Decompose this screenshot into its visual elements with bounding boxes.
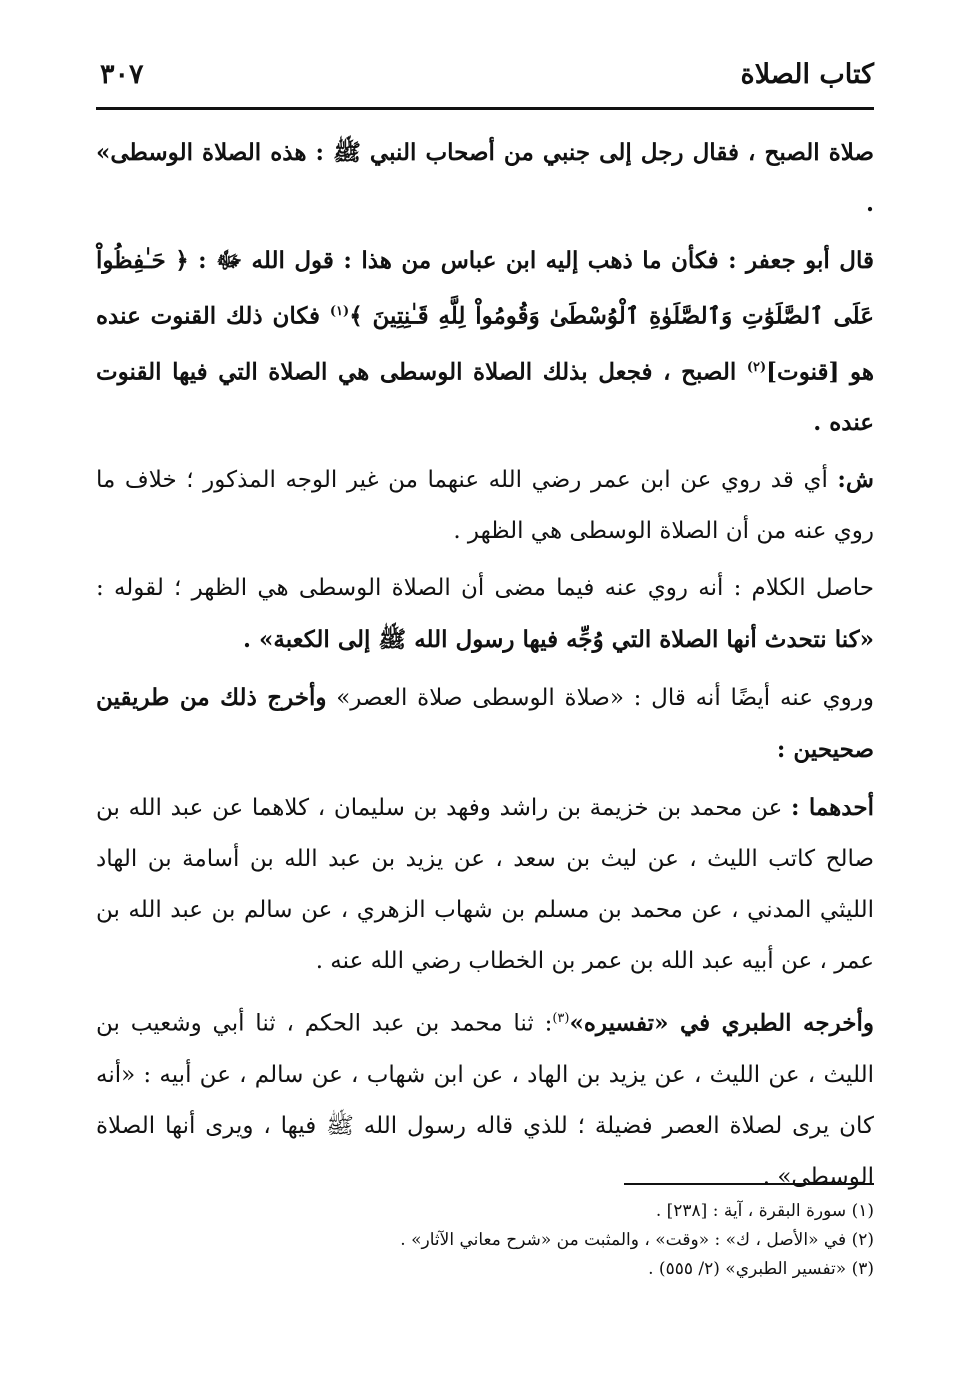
paragraph-7 [96,993,874,1203]
paragraph-7-text: : ثنا محمد بن عبد الحكم ، ثنا أبي وشعيب بن الليث ، عن الليث ، عن يزيد بن الهاد ، عن ابن شهاب ، عن سالم ، عن أبيه : «أنه كان يرى لصلاة العصر فضيلة ؛ للذي قاله رسول الله ﷺ فيها ، ويرى أنها الصلاة الوسطى» . [96,1010,874,1190]
footnote-3: (٣) «تفسير الطبري» (٢/ ٥٥٥) . [648,1259,874,1279]
paragraph-1-text: صلاة الصبح ، فقال رجل إلى جنبي من أصحاب النبي ﷺ : هذه الصلاة الوسطى» . [96,139,874,217]
paragraph-2-text-a: قال أبو جعفر : فكأن ما ذهب إليه ابن عباس من هذا : قول الله ﷻ : ﴿ حَـٰفِظُواْ عَلَى ٱلصَّلَوَٰتِ وَٱلصَّلَوٰةِ ٱلْوُسْطَىٰ وَقُومُواْ لِلَّهِ قَـٰنِتِينَ ﴾ [96,247,874,330]
footnote-ref-1: (١) [329,304,350,319]
page-header [96,55,874,95]
paragraph-2-text-c: الصبح ، فجعل بذلك الصلاة الوسطى هي الصلاة التي فيها القنوت عنده . [96,358,874,437]
paragraph-2-text-b: فكان ذلك القنوت عنده هو [قنوت] [96,302,874,386]
footnote-1: (١) سورة البقرة ، آية : [٢٣٨] . [655,1201,874,1221]
paragraph-1 [96,127,874,229]
paragraph-3-text: أي قد روي عن ابن عمر رضي الله عنهما من غير الوجه المذكور ؛ خلاف ما روي عنه من أن الصلاة الوسطى هي الظهر . [96,467,874,545]
footnote-ref-3: (٣) [552,1011,570,1027]
paragraph-6-text: عن محمد بن خزيمة بن راشد وفهد بن سليمان ، كلاهما عن عبد الله بن صالح كاتب الليث ، عن ليث بن سعد ، عن يزيد بن عبد الله بن أسامة بن الهاد الليثي المدني ، عن محمد بن مسلم بن شهاب الزهري ، عن سالم بن عبد الله بن عمر ، عن أبيه عبد الله بن عمر بن الخطاب رضي الله عنه . [96,795,874,975]
header-divider [96,107,874,110]
paragraph-4 [96,563,874,666]
paragraph-5-text-b: وأخرج ذلك من طريقين صحيحين : [96,684,874,764]
paragraph-6 [96,782,874,987]
paragraph-2 [96,235,874,448]
footnote-divider [624,1183,874,1185]
footnotes [96,1183,874,1284]
book-page [96,55,875,1279]
page-number: ٣٠٧ [100,59,144,90]
paragraph-4-quote: «كنا نتحدث أنها الصلاة التي وُجِّه فيها رسول الله ﷺ إلى الكعبة» . [242,626,874,654]
paragraph-5 [96,672,874,776]
footnote-ref-2: (٢) [746,359,767,375]
paragraph-4-text-a: حاصل الكلام : أنه روي عنه فيما مضى أن الصلاة الوسطى هي الظهر ؛ لقوله : [96,575,874,602]
main-text [96,127,874,1209]
paragraph-3 [96,454,874,557]
footnote-2: (٢) في «الأصل ، ك» : «وقت» ، والمثبت من «شرح معاني الآثار» . [400,1230,874,1250]
paragraph-6-lead: أحدهما : [791,794,874,822]
paragraph-7-lead: وأخرجه الطبري في «تفسيره» [569,1009,875,1037]
paragraph-5-text-a: وروي عنه أيضًا أنه قال : «صلاة الوسطى صلاة العصر» [326,685,874,712]
running-title: كتاب الصلاة [740,59,874,90]
sharh-marker: ش: [837,466,874,494]
